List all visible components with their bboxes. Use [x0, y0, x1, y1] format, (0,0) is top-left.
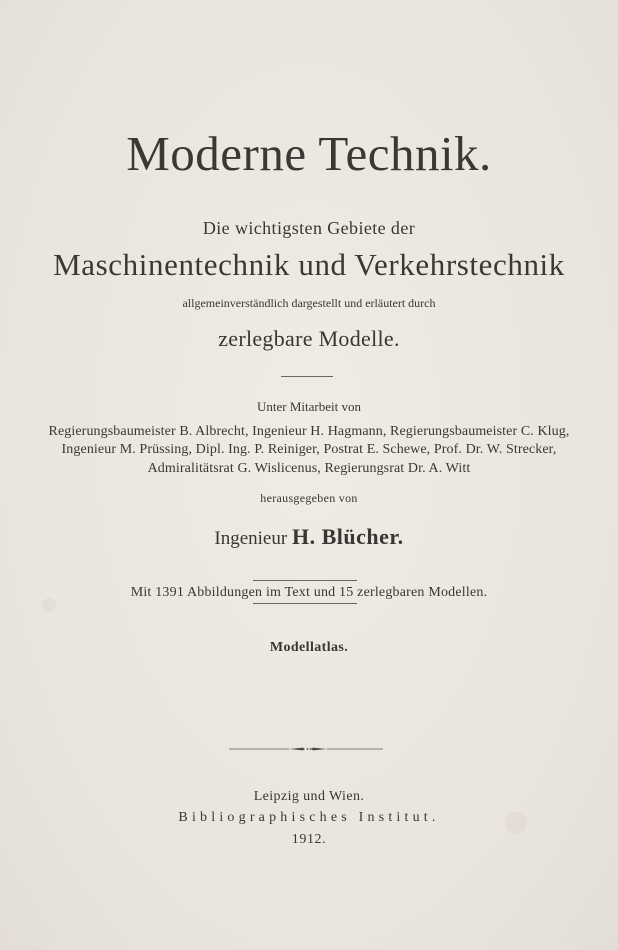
imprint-place: Leipzig und Wien.	[253, 789, 365, 804]
collaboration-intro: Unter Mitarbeit von	[257, 399, 361, 414]
contributors-line: Regierungsbaumeister B. Albrecht, Ingenieur H. Hagmann, Regierungsbaumeister C. Klug,	[48, 424, 570, 439]
imprint-year: 1912.	[291, 832, 327, 847]
editor	[0, 524, 618, 550]
divider-rule	[253, 580, 357, 581]
contributors-line: Admiralitätsrat G. Wislicenus, Regierungsrat Dr. A. Witt	[147, 461, 471, 476]
subtitle-explained: allgemeinverständlich dargestellt und erläutert durch	[182, 296, 436, 310]
divider-rule	[281, 376, 333, 377]
contributors-line: Ingenieur M. Prüssing, Dipl. Ing. P. Reiniger, Postrat E. Schewe, Prof. Dr. W. Strecker,	[61, 442, 557, 457]
subtitle-models: zerlegbare Modelle.	[218, 326, 400, 351]
book-title: Moderne Technik.	[126, 126, 492, 181]
edited-by: herausgegeben von	[260, 491, 358, 505]
subtitle-intro: Die wichtigsten Gebiete der	[202, 218, 416, 238]
volume-title: Modellatlas.	[269, 640, 349, 655]
illustrations-note: Mit 1391 Abbildungen im Text und 15 zerlegbaren Modellen.	[130, 585, 488, 600]
editor-name: H. Blücher.	[291, 524, 404, 549]
imprint-publisher: Bibliographisches Institut.	[178, 810, 440, 825]
editor-prefix: Ingenieur	[214, 528, 288, 549]
divider-rule	[253, 603, 357, 604]
subtitle-main: Maschinentechnik und Verkehrstechnik	[53, 247, 565, 282]
ornament-divider	[229, 742, 383, 756]
